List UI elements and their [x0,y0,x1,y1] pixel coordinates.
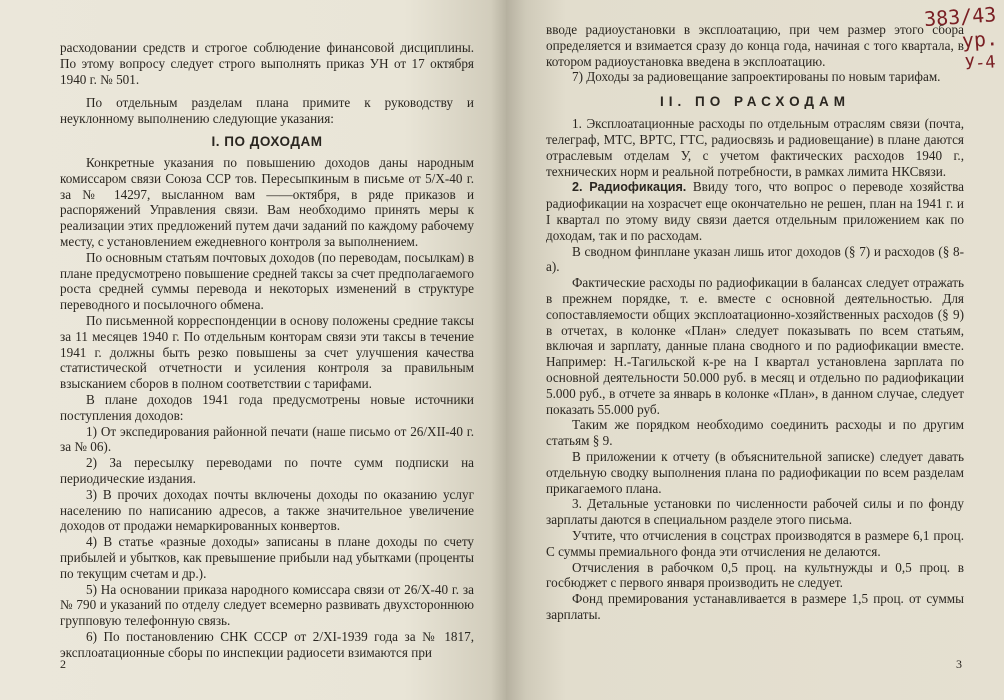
paragraph: По отдельным разделам плана примите к руководству и неуклонному выполнению следующие указания: [60,95,474,127]
paragraph: Отчисления в рабочком 0,5 проц. на культнужды и 0,5 проц. в госбюджет с первого января производить не следует. [546,559,964,591]
list-item: 2) За пересылку переводами по почте сумм подписки на периодические издания. [60,455,474,486]
paragraph: По письменной корреспонденции в основу положены средние таксы за 11 месяцев 1940 г. По отдельным конторам связи эти таксы в течение 1941 г. должны быть резко повышены за счет улучшения качества статистической отчетности и усиления контроля за правильным взысканием сборов в полном соответствии с тарифами. [60,312,474,392]
list-item: 5) На основании приказа народного комиссара связи от 26/X-40 г. за № 790 и указаний по отделу следует всемерно развивать двухстороннюю групповую телефонную связь. [60,581,474,629]
run-in-heading: 2. Радиофикация. [572,180,687,195]
paragraph: Учтите, что отчисления в соцстрах производятся в размере 6,1 проц. С суммы премиального фонда эти отчисления не делаются. [546,527,964,559]
section-title-income: I. ПО ДОХОДАМ [211,133,323,149]
paragraph: В приложении к отчету (в объяснительной записке) следует давать отдельную сводку выполнения плана по радиофикации по всем разделам прикагаемого плана. [546,448,964,496]
list-item: 7) Доходы за радиовещание запроектированы по новым тарифам. [572,69,941,85]
page-number: 3 [956,657,962,671]
paragraph: Конкретные указания по повышению доходов даны народным комиссаром связи Союза ССР тов. Пересыпкиным в письме от 5/X-40 г. за № 14297, высланном вам ——октября, в ряде приказов и распоряжений Управления связи. Вам необходимо принять меры к реализации этих предложений путем дачи заданий по каждому рабочему месту, с установлением ежедневного контроля за выполнением. [60,154,474,249]
list-item: 6) По постановлению СНК СССР от 2/XI-1939 года за № 1817, эксплоатационные сборы по инспекции радиосети взимаются при [60,628,474,660]
paragraph: Таким же порядком необходимо соединить расходы и по другим статьям § 9. [546,417,964,449]
list-item: 4) В статье «разные доходы» записаны в плане доходы по счету прибылей и убытков, как превышение прибыли над убытками (проценты по текущим счетам и др.). [60,534,474,581]
page-number: 2 [60,657,66,671]
right-page [506,0,1004,700]
paragraph: По основным статьям почтовых доходов (по переводам, посылкам) в плане предусмотрено повышение средней таксы за счет предполагаемого роста средней суммы перевода и некоторых изменений в структуре переводного и посылочного обмена. [60,249,474,313]
paragraph: 1. Эксплоатационные расходы по отдельным отраслям связи (почта, телеграф, МТС, ВРТС, ГТС, радиосвязь и радиовещание) в плане даются отраслевым отделам У, с учетом фактических расходов 1940 г., технических норм и реальной потребности, в рамках лимита НКСвязи. [546,116,964,179]
archive-mark-line: У-4 [964,52,997,75]
paragraph: расходовании средств и строгое соблюдение финансовой дисциплины. По этому вопросу следует строго выполнять приказ УН от 17 октября 1940 г. № 501. [60,40,474,87]
paragraph: Фактические расходы по радиофикации в балансах следует отражать в прежнем порядке, т. е. вместе с основной деятельностью. Для сопоставляемости общих эксплоатационно-хозяйственных расходов (§ 9) в отчетах, в колонке «План» следует показывать по всем статьям, включая и зарплату, данные плана сводного и по радиофикации вместе. Например: Н.-Тагильской к-ре на I квартал установлена зарплата по основной деятельности 50.000 руб. в месяц и отдельно по радиофикации 5.000 руб., в отчете за январь в колонке «План», в данном случае, следует показать 55.000 руб. [546,275,964,417]
list-item: 1) От экспедирования районной печати (наше письмо от 26/XII-40 г. за № 06). [60,423,474,455]
paragraph [546,179,964,243]
paragraph-text: Ввиду того, что вопрос о переводе хозяйства радиофикации на хозрасчет еще окончательно не решен, план на 1941 г. и I квартал по этому виду связи дается отдельным приложением как по доходам, так и по расходам. [546,179,964,243]
paragraph: Фонд премирования устанавливается в размере 1,5 проц. от суммы зарплаты. [546,591,964,622]
archive-handwritten-mark [884,2,1001,82]
archive-mark-line: 383/43 ур. [923,2,999,53]
paragraph: В сводном финплане указан лишь итог доходов (§ 7) и расходов (§ 8-а). [546,243,964,275]
paragraph: вводе радиоустановки в эксплоатацию, при чем размер этого сбора определяется и взимается сразу до конца года, начиная с того квартала, в котором радиоустановка введена в эксплоатацию. [546,22,964,69]
list-item: 3) В прочих доходах почты включены доходы по оказанию услуг населению по написанию адресов, а также значительное увеличение доходов от продажи немаркированных конвертов. [60,486,474,534]
section-title-expenses: II. ПО РАСХОДАМ [659,94,850,110]
paragraph: В плане доходов 1941 года предусмотрены новые источники поступления доходов: [60,391,474,423]
paragraph: 3. Детальные установки по численности рабочей силы и по фонду зарплаты даются в специальном разделе этого письма. [546,496,964,528]
